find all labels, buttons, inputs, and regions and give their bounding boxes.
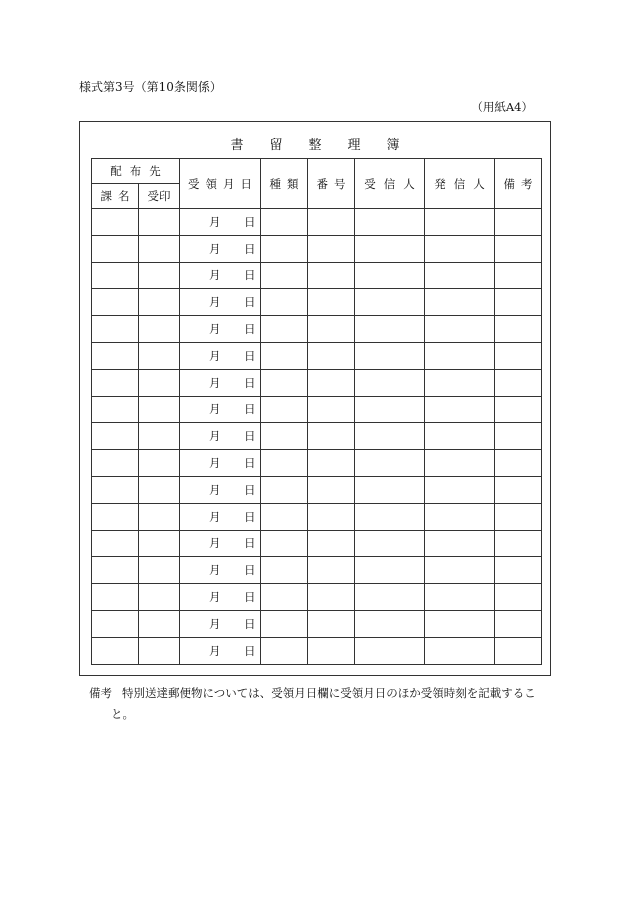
- sender-cell: [425, 209, 495, 236]
- receipt-seal-cell: [139, 610, 180, 637]
- day-label: 日: [244, 241, 256, 256]
- number-cell: [308, 209, 355, 236]
- section-name-cell: [92, 476, 139, 503]
- section-name-cell: [92, 450, 139, 477]
- remarks-cell: [495, 423, 542, 450]
- remarks-cell: [495, 289, 542, 316]
- addressee-cell: [355, 637, 425, 664]
- sender-cell: [425, 369, 495, 396]
- table-row: [92, 476, 542, 503]
- remarks-cell: [495, 503, 542, 530]
- addressee-cell: [355, 423, 425, 450]
- addressee-cell: [355, 316, 425, 343]
- ledger-title: 書留整理簿: [230, 138, 426, 153]
- received-date-cell: [180, 530, 261, 557]
- day-label: 日: [244, 509, 256, 524]
- sender-cell: [425, 289, 495, 316]
- addressee-cell: [355, 289, 425, 316]
- addressee-cell: [355, 610, 425, 637]
- note-label: 備考: [89, 686, 112, 700]
- remarks-cell: [495, 476, 542, 503]
- sender-cell: [425, 637, 495, 664]
- receipt-seal-cell: [139, 316, 180, 343]
- received-date-cell: [180, 262, 261, 289]
- table-row: [92, 423, 542, 450]
- addressee-cell: [355, 262, 425, 289]
- type-cell: [261, 396, 308, 423]
- type-cell: [261, 289, 308, 316]
- number-cell: [308, 369, 355, 396]
- received-date-cell: [180, 423, 261, 450]
- section-name-cell: [92, 637, 139, 664]
- table-row: [92, 235, 542, 262]
- day-label: 日: [244, 322, 256, 337]
- month-label: 月: [209, 616, 221, 631]
- sender-cell: [425, 262, 495, 289]
- receipt-seal-cell: [139, 503, 180, 530]
- receipt-seal-cell: [139, 235, 180, 262]
- month-label: 月: [209, 536, 221, 551]
- remarks-cell: [495, 584, 542, 611]
- header-received-date: 受領月日: [180, 159, 261, 209]
- number-cell: [308, 476, 355, 503]
- day-label: 日: [244, 616, 256, 631]
- received-date-cell: [180, 450, 261, 477]
- received-date-cell: [180, 342, 261, 369]
- header-number: 番号: [308, 159, 355, 209]
- table-row: [92, 396, 542, 423]
- type-cell: [261, 423, 308, 450]
- table-row: [92, 584, 542, 611]
- form-number: 様式第3号（第10条関係）: [79, 80, 222, 94]
- note: [89, 683, 551, 725]
- month-label: 月: [209, 214, 221, 229]
- day-label: 日: [244, 295, 256, 310]
- receipt-seal-cell: [139, 423, 180, 450]
- addressee-cell: [355, 209, 425, 236]
- addressee-cell: [355, 503, 425, 530]
- type-cell: [261, 342, 308, 369]
- header-remarks: 備考: [495, 159, 542, 209]
- table-row: [92, 637, 542, 664]
- table-row: [92, 610, 542, 637]
- table-row: [92, 369, 542, 396]
- receipt-seal-cell: [139, 584, 180, 611]
- section-name-cell: [92, 530, 139, 557]
- remarks-cell: [495, 235, 542, 262]
- received-date-cell: [180, 396, 261, 423]
- sender-cell: [425, 584, 495, 611]
- number-cell: [308, 557, 355, 584]
- ledger-table: [91, 158, 542, 665]
- section-name-cell: [92, 584, 139, 611]
- number-cell: [308, 584, 355, 611]
- received-date-cell: [180, 610, 261, 637]
- header-sender: 発信人: [425, 159, 495, 209]
- section-name-cell: [92, 342, 139, 369]
- type-cell: [261, 503, 308, 530]
- received-date-cell: [180, 289, 261, 316]
- receipt-seal-cell: [139, 450, 180, 477]
- number-cell: [308, 450, 355, 477]
- addressee-cell: [355, 530, 425, 557]
- sender-cell: [425, 450, 495, 477]
- day-label: 日: [244, 590, 256, 605]
- table-row: [92, 557, 542, 584]
- table-row: [92, 530, 542, 557]
- month-label: 月: [209, 348, 221, 363]
- received-date-cell: [180, 637, 261, 664]
- number-cell: [308, 503, 355, 530]
- section-name-cell: [92, 262, 139, 289]
- section-name-cell: [92, 235, 139, 262]
- sender-cell: [425, 316, 495, 343]
- section-name-cell: [92, 423, 139, 450]
- day-label: 日: [244, 456, 256, 471]
- remarks-cell: [495, 369, 542, 396]
- remarks-cell: [495, 209, 542, 236]
- received-date-cell: [180, 476, 261, 503]
- type-cell: [261, 584, 308, 611]
- received-date-cell: [180, 503, 261, 530]
- remarks-cell: [495, 637, 542, 664]
- remarks-cell: [495, 316, 542, 343]
- addressee-cell: [355, 342, 425, 369]
- receipt-seal-cell: [139, 396, 180, 423]
- day-label: 日: [244, 375, 256, 390]
- sender-cell: [425, 503, 495, 530]
- received-date-cell: [180, 557, 261, 584]
- ledger-frame: [79, 121, 551, 676]
- type-cell: [261, 316, 308, 343]
- remarks-cell: [495, 530, 542, 557]
- month-label: 月: [209, 643, 221, 658]
- addressee-cell: [355, 450, 425, 477]
- month-label: 月: [209, 482, 221, 497]
- number-cell: [308, 262, 355, 289]
- month-label: 月: [209, 429, 221, 444]
- type-cell: [261, 369, 308, 396]
- section-name-cell: [92, 209, 139, 236]
- number-cell: [308, 610, 355, 637]
- note-line-2: と。: [111, 707, 134, 721]
- remarks-cell: [495, 610, 542, 637]
- received-date-cell: [180, 209, 261, 236]
- addressee-cell: [355, 396, 425, 423]
- type-cell: [261, 235, 308, 262]
- header-section-name: 課名: [92, 184, 139, 209]
- section-name-cell: [92, 503, 139, 530]
- receipt-seal-cell: [139, 289, 180, 316]
- day-label: 日: [244, 348, 256, 363]
- type-cell: [261, 557, 308, 584]
- month-label: 月: [209, 268, 221, 283]
- section-name-cell: [92, 557, 139, 584]
- remarks-cell: [495, 396, 542, 423]
- number-cell: [308, 235, 355, 262]
- ledger-body: [92, 209, 542, 665]
- month-label: 月: [209, 402, 221, 417]
- sender-cell: [425, 530, 495, 557]
- table-row: [92, 262, 542, 289]
- sender-cell: [425, 557, 495, 584]
- day-label: 日: [244, 268, 256, 283]
- table-row: [92, 450, 542, 477]
- addressee-cell: [355, 476, 425, 503]
- day-label: 日: [244, 482, 256, 497]
- remarks-cell: [495, 557, 542, 584]
- day-label: 日: [244, 429, 256, 444]
- receipt-seal-cell: [139, 530, 180, 557]
- month-label: 月: [209, 241, 221, 256]
- type-cell: [261, 262, 308, 289]
- section-name-cell: [92, 396, 139, 423]
- table-row: [92, 342, 542, 369]
- addressee-cell: [355, 584, 425, 611]
- header-addressee: 受信人: [355, 159, 425, 209]
- note-line-1: 特別送達郵便物については、受領月日欄に受領月日のほか受領時刻を記載するこ: [122, 686, 536, 700]
- number-cell: [308, 289, 355, 316]
- month-label: 月: [209, 322, 221, 337]
- month-label: 月: [209, 295, 221, 310]
- month-label: 月: [209, 456, 221, 471]
- number-cell: [308, 423, 355, 450]
- receipt-seal-cell: [139, 637, 180, 664]
- header-distribution: 配布先: [92, 159, 180, 184]
- sender-cell: [425, 396, 495, 423]
- month-label: 月: [209, 590, 221, 605]
- sender-cell: [425, 610, 495, 637]
- section-name-cell: [92, 369, 139, 396]
- type-cell: [261, 209, 308, 236]
- receipt-seal-cell: [139, 476, 180, 503]
- received-date-cell: [180, 584, 261, 611]
- number-cell: [308, 637, 355, 664]
- number-cell: [308, 530, 355, 557]
- header-type: 種類: [261, 159, 308, 209]
- month-label: 月: [209, 563, 221, 578]
- receipt-seal-cell: [139, 369, 180, 396]
- receipt-seal-cell: [139, 209, 180, 236]
- table-row: [92, 503, 542, 530]
- section-name-cell: [92, 610, 139, 637]
- addressee-cell: [355, 235, 425, 262]
- received-date-cell: [180, 316, 261, 343]
- month-label: 月: [209, 375, 221, 390]
- receipt-seal-cell: [139, 557, 180, 584]
- sender-cell: [425, 476, 495, 503]
- type-cell: [261, 610, 308, 637]
- table-row: [92, 316, 542, 343]
- received-date-cell: [180, 369, 261, 396]
- number-cell: [308, 342, 355, 369]
- remarks-cell: [495, 450, 542, 477]
- receipt-seal-cell: [139, 342, 180, 369]
- section-name-cell: [92, 289, 139, 316]
- header-receipt-seal: 受印: [139, 184, 180, 209]
- type-cell: [261, 530, 308, 557]
- number-cell: [308, 316, 355, 343]
- month-label: 月: [209, 509, 221, 524]
- remarks-cell: [495, 262, 542, 289]
- type-cell: [261, 476, 308, 503]
- addressee-cell: [355, 557, 425, 584]
- type-cell: [261, 450, 308, 477]
- sender-cell: [425, 342, 495, 369]
- received-date-cell: [180, 235, 261, 262]
- number-cell: [308, 396, 355, 423]
- receipt-seal-cell: [139, 262, 180, 289]
- table-row: [92, 209, 542, 236]
- day-label: 日: [244, 563, 256, 578]
- addressee-cell: [355, 369, 425, 396]
- table-row: [92, 289, 542, 316]
- day-label: 日: [244, 402, 256, 417]
- sender-cell: [425, 235, 495, 262]
- sender-cell: [425, 423, 495, 450]
- day-label: 日: [244, 643, 256, 658]
- day-label: 日: [244, 536, 256, 551]
- remarks-cell: [495, 342, 542, 369]
- section-name-cell: [92, 316, 139, 343]
- day-label: 日: [244, 214, 256, 229]
- type-cell: [261, 637, 308, 664]
- paper-size: （用紙A4）: [471, 100, 533, 114]
